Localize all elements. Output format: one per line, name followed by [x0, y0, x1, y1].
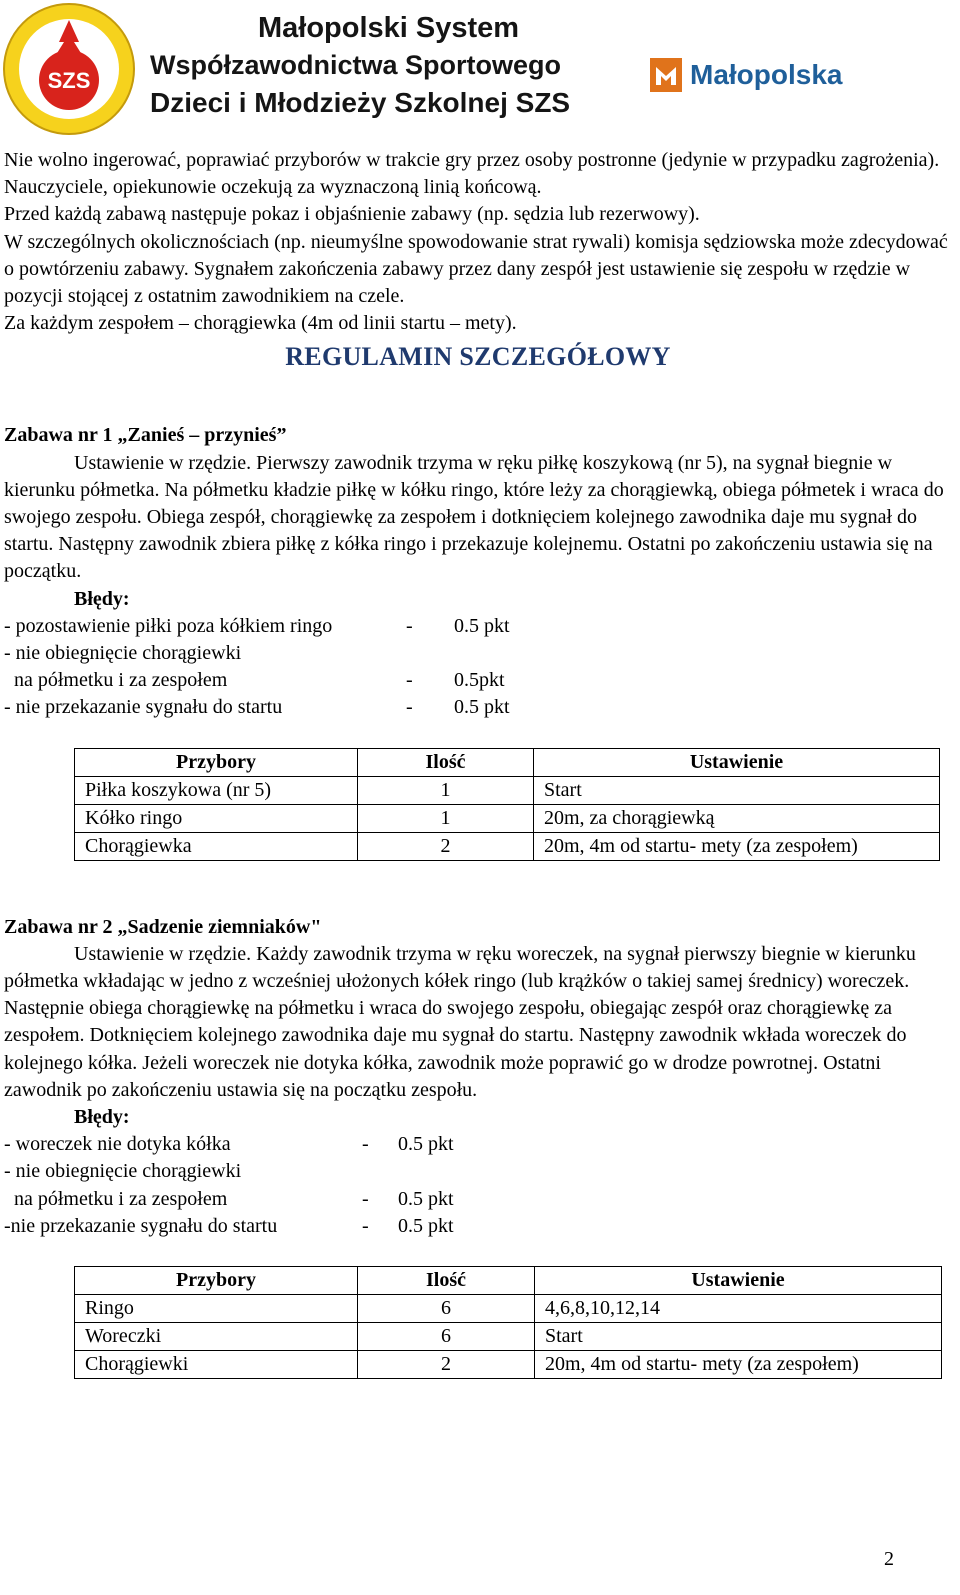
game-body: Pierwszy zawodnik trzyma w ręku piłkę koszykową (nr 5), na sygnał biegnie w kierunku półmetka. Na półmetku kładzie piłkę w kółku ringo, które leży za chorągiewką, obiega półmetek i wraca do swojego zespołu. Obiega zespół, chorągiewkę za zespołem i dotknięciem kolejnego zawodnika daje mu sygnał do startu. Następny zawodnik zbiera piłkę z kółka ringo i przekazuje kolejnemu. Ostatni po zakończeniu ustawia się na początku.: [4, 451, 944, 583]
table-cell: 6: [358, 1323, 535, 1351]
region-label: Małopolska: [690, 59, 843, 90]
errors-list: [4, 1131, 952, 1240]
logo-text: SZS: [47, 68, 91, 93]
errors-list: [4, 613, 952, 722]
error-item: - pozostawienie piłki poza kółkiem ringo - 0.5 pkt: [4, 614, 510, 637]
header-line-2: Współzawodnictwa Sportowego: [150, 50, 561, 80]
table-row: [75, 832, 940, 860]
intro-paragraph: W szczególnych okolicznościach (np. nieumyślne spowodowanie strat rywali) komisja sędziowska może zdecydować o powtórzeniu zabawy. Sygnałem zakończenia zabawy przez dany zespół jest ustawienie się zespołu w rzędzie w pozycji stojącej z ostatnim zawodnikiem na czele.: [4, 230, 948, 308]
game-body: Każdy zawodnik trzyma w ręku woreczek, na sygnał pierwszy biegnie w kierunku półmetka wkładając w jedno z wcześniej ułożonych kółek ringo (lub krążków o takiej samej średnicy) woreczek. Następnie obiega chorągiewkę na półmetku i wraca do swojego zespołu, obiegając zespół oraz chorągiewkę za zespołem. Dotknięciem kolejnego zawodnika daje mu sygnał do startu. Następny zawodnik wkłada woreczek do kolejnego kółka. Jeżeli woreczek nie dotyka kółka, zawodnik może poprawić go w drodze powrotnej. Ostatni zawodnik po zakończeniu ustawia się na początku zespołu.: [4, 942, 916, 1101]
error-item: - nie przekazanie sygnału do startu - 0.5 pkt: [4, 696, 510, 719]
malopolska-emblem-icon: [650, 58, 682, 92]
error-item: - nie obiegnięcie chorągiewki: [4, 642, 242, 665]
table-cell: Chorągiewki: [75, 1351, 358, 1379]
game-title: Zabawa nr 1 „Zanieś – przynieś”: [4, 424, 287, 447]
table-header: Ustawienie: [534, 748, 940, 776]
header-title: [150, 10, 570, 121]
game-title: Zabawa nr 2 „Sadzenie ziemniaków": [4, 915, 322, 938]
error-item: na półmetku i za zespołem - 0.5pkt: [4, 669, 505, 692]
header-line-1: Małopolski System: [258, 12, 520, 44]
table-cell: 4,6,8,10,12,14: [535, 1295, 942, 1323]
header-line-3: Dzieci i Młodzieży Szkolnej SZS: [150, 87, 571, 118]
document-body: [4, 147, 952, 1379]
table-cell: Start: [535, 1323, 942, 1351]
error-item: -nie przekazanie sygnału do startu - 0.5 pkt: [4, 1214, 454, 1237]
equipment-table: [74, 1266, 942, 1379]
equipment-table: [74, 748, 940, 861]
table-row: [75, 1295, 942, 1323]
table-header: Ilość: [358, 748, 534, 776]
game-lead: Ustawienie w rzędzie.: [74, 942, 252, 965]
table-cell: Piłka koszykowa (nr 5): [75, 776, 358, 804]
malopolska-brand: [650, 55, 842, 95]
table-header: Ilość: [358, 1267, 535, 1295]
intro-paragraph: Nauczyciele, opiekunowie oczekują za wyznaczoną linią końcową.: [4, 176, 542, 199]
table-cell: 2: [358, 1351, 535, 1379]
table-cell: 2: [358, 832, 534, 860]
table-header: Ustawienie: [535, 1267, 942, 1295]
game-lead: Ustawienie w rzędzie.: [74, 451, 252, 474]
table-header: Przybory: [75, 748, 358, 776]
document-header: [0, 0, 960, 138]
table-row: [75, 804, 940, 832]
errors-title: Błędy:: [74, 1106, 130, 1129]
table-header: Przybory: [75, 1267, 358, 1295]
table-row: [75, 1351, 942, 1379]
error-item: na półmetku i za zespołem - 0.5 pkt: [4, 1187, 454, 1210]
table-cell: Woreczki: [75, 1323, 358, 1351]
table-cell: Kółko ringo: [75, 804, 358, 832]
table-cell: 1: [358, 776, 534, 804]
table-row: [75, 1323, 942, 1351]
table-row: [75, 776, 940, 804]
errors-title: Błędy:: [74, 587, 130, 610]
error-item: - woreczek nie dotyka kółka - 0.5 pkt: [4, 1133, 454, 1156]
intro-paragraph: Nie wolno ingerować, poprawiać przyborów w trakcie gry przez osoby postronne (jedynie w przypadku zagrożenia).: [4, 149, 940, 171]
table-cell: 6: [358, 1295, 535, 1323]
section-title: REGULAMIN SZCZEGÓŁOWY: [285, 342, 671, 372]
error-item: - nie obiegnięcie chorągiewki: [4, 1160, 242, 1183]
table-cell: 20m, 4m od startu- mety (za zespołem): [534, 832, 940, 860]
table-cell: 20m, za chorągiewką: [534, 804, 940, 832]
intro-paragraph: Przed każdą zabawą następuje pokaz i objaśnienie zabawy (np. sędzia lub rezerwowy).: [4, 203, 700, 226]
szs-logo: [2, 2, 136, 136]
table-cell: Start: [534, 776, 940, 804]
intro-paragraph: Za każdym zespołem – chorągiewka (4m od linii startu – mety).: [4, 312, 517, 335]
table-cell: Chorągiewka: [75, 832, 358, 860]
table-cell: 1: [358, 804, 534, 832]
page-number: 2: [884, 1548, 894, 1570]
table-cell: 20m, 4m od startu- mety (za zespołem): [535, 1351, 942, 1379]
table-cell: Ringo: [75, 1295, 358, 1323]
